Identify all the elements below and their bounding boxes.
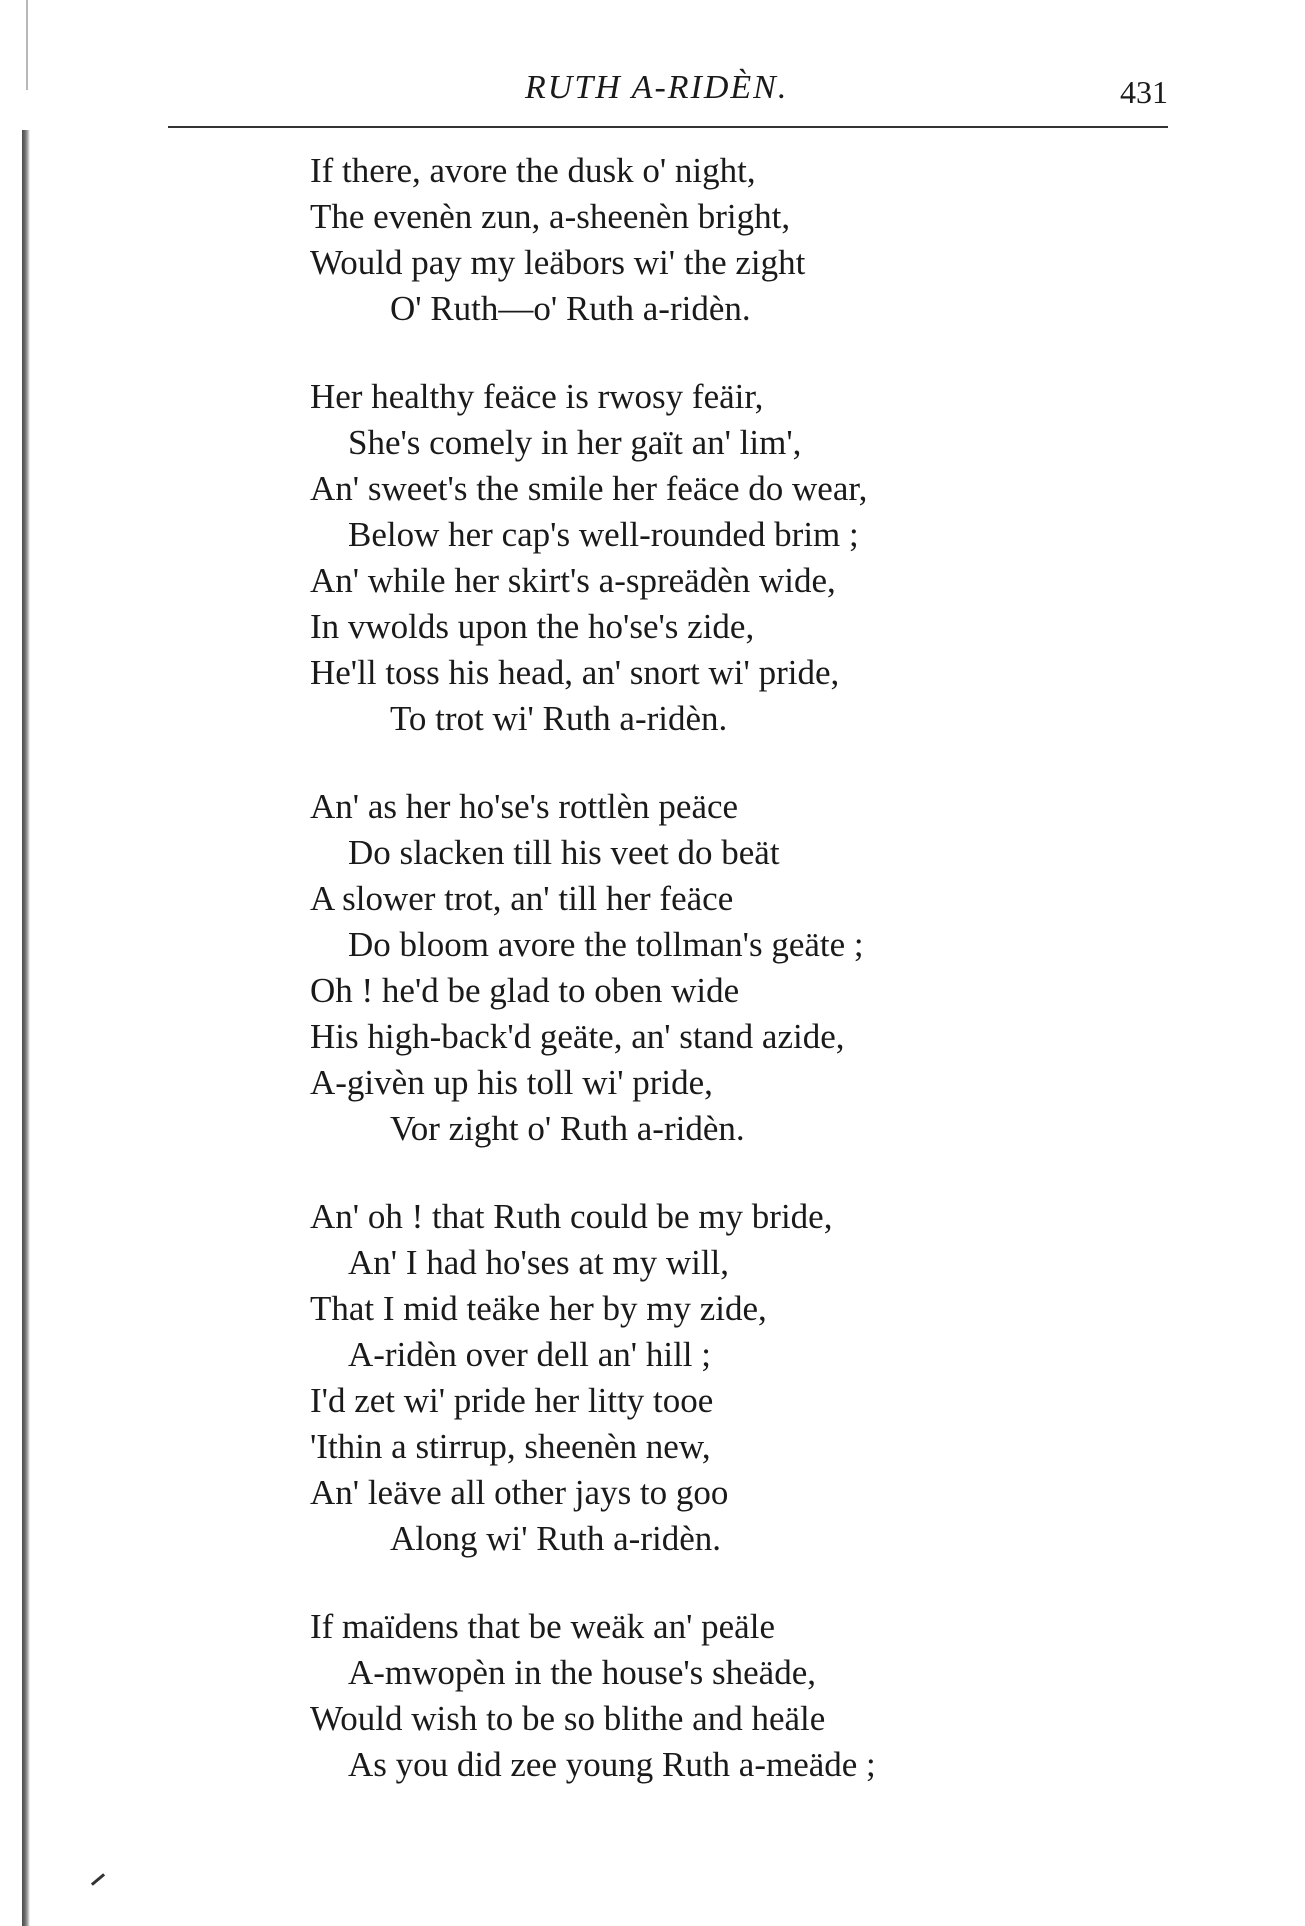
running-title: RUTH A-RIDÈN. [525, 69, 789, 106]
poem-line: Oh ! he'd be glad to oben wide [310, 971, 740, 1010]
stanza-2 [310, 374, 1190, 742]
stanza-1 [310, 148, 1190, 332]
page-number: 431 [1120, 74, 1168, 110]
stanza-3 [310, 784, 1190, 1152]
poem-line: An' leäve all other jays to goo [310, 1473, 729, 1512]
binding-edge-shadow [22, 130, 30, 1926]
poem-line: The evenèn zun, a-sheenèn bright, [310, 197, 791, 236]
poem-line: A-givèn up his toll wi' pride, [310, 1063, 713, 1102]
poem-line-refrain: To trot wi' Ruth a-ridèn. [390, 699, 728, 738]
poem-line: As you did zee young Ruth a-meäde ; [348, 1745, 876, 1784]
poem-line-refrain: Along wi' Ruth a-ridèn. [390, 1519, 721, 1558]
poem-line: She's comely in her gaït an' lim', [348, 423, 802, 462]
poem-line: An' as her ho'se's rottlèn peäce [310, 787, 739, 826]
poem-line: A slower trot, an' till her feäce [310, 879, 734, 918]
poem-line-refrain: Vor zight o' Ruth a-ridèn. [390, 1109, 745, 1148]
stanza-4 [310, 1194, 1190, 1562]
poem-line: If there, avore the dusk o' night, [310, 151, 756, 190]
poem-line: His high-back'd geäte, an' stand azide, [310, 1017, 845, 1056]
stray-pen-mark [91, 1873, 105, 1886]
poem-line: In vwolds upon the ho'se's zide, [310, 607, 755, 646]
poem-line: A-mwopèn in the house's sheäde, [348, 1653, 817, 1692]
poem-line-refrain: O' Ruth—o' Ruth a-ridèn. [390, 289, 751, 328]
poem-line: Below her cap's well-rounded brim ; [348, 515, 859, 554]
poem-line: That I mid teäke her by my zide, [310, 1289, 767, 1328]
poem-line: He'll toss his head, an' snort wi' pride, [310, 653, 840, 692]
poem-line: I'd zet wi' pride her litty tooe [310, 1381, 714, 1420]
poem-line: Her healthy feäce is rwosy feäir, [310, 377, 764, 416]
poem-line: A-ridèn over dell an' hill ; [348, 1335, 712, 1374]
poem [310, 148, 1190, 1830]
poem-line: An' oh ! that Ruth could be my bride, [310, 1197, 833, 1236]
running-head [0, 66, 1305, 116]
poem-line: An' I had ho'ses at my will, [348, 1243, 730, 1282]
stanza-5 [310, 1604, 1190, 1788]
poem-line: Would pay my leäbors wi' the zight [310, 243, 806, 282]
header-rule [168, 126, 1168, 128]
poem-line: Would wish to be so blithe and heäle [310, 1699, 826, 1738]
poem-line: An' while her skirt's a-spreädèn wide, [310, 561, 836, 600]
poem-line: An' sweet's the smile her feäce do wear, [310, 469, 868, 508]
poem-line: If maïdens that be weäk an' peäle [310, 1607, 775, 1646]
poem-line: Do bloom avore the tollman's geäte ; [348, 925, 864, 964]
poem-line: Do slacken till his veet do beät [348, 833, 780, 872]
poem-line: 'Ithin a stirrup, sheenèn new, [310, 1427, 711, 1466]
